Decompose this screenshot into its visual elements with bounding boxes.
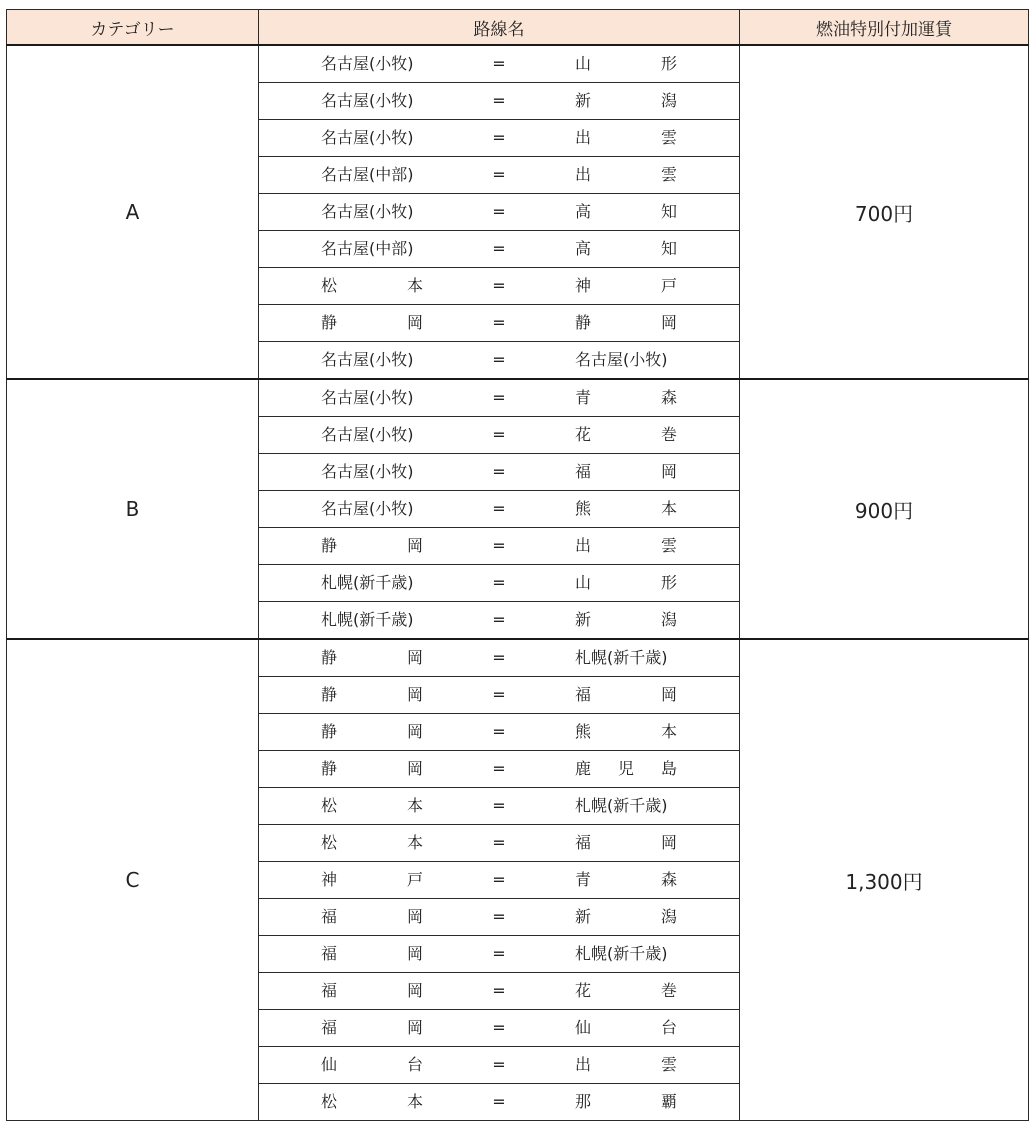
route-separator: = xyxy=(492,573,506,592)
route-origin: 神 戸 xyxy=(321,870,423,889)
route-origin: 仙 台 xyxy=(321,1055,423,1074)
route-origin: 松 本 xyxy=(321,276,423,295)
route-cell xyxy=(259,899,740,936)
route-origin: 札幌(新千歳) xyxy=(321,573,414,592)
route-separator: = xyxy=(492,276,506,295)
route-destination: 札幌(新千歳) xyxy=(575,796,668,815)
route-separator: = xyxy=(492,833,506,852)
route-separator: = xyxy=(492,944,506,963)
route-origin: 名古屋(小牧) xyxy=(321,499,414,518)
route-separator: = xyxy=(492,165,506,184)
route-separator: = xyxy=(492,1092,506,1111)
route-separator: = xyxy=(492,388,506,407)
route-destination: 青 森 xyxy=(575,388,677,407)
route-separator: = xyxy=(492,128,506,147)
route-origin: 名古屋(小牧) xyxy=(321,91,414,110)
route-destination: 高 知 xyxy=(575,202,677,221)
route-destination: 新 潟 xyxy=(575,91,677,110)
route-origin: 静 岡 xyxy=(321,648,423,667)
route-cell xyxy=(259,788,740,825)
route-separator: = xyxy=(492,202,506,221)
route-cell xyxy=(259,1047,740,1084)
route-separator: = xyxy=(492,759,506,778)
route-destination: 神 戸 xyxy=(575,276,677,295)
route-separator: = xyxy=(492,54,506,73)
route-separator: = xyxy=(492,462,506,481)
route-destination: 札幌(新千歳) xyxy=(575,944,668,963)
route-cell xyxy=(259,825,740,862)
route-cell xyxy=(259,677,740,714)
fare-table xyxy=(6,9,1029,1121)
route-origin: 名古屋(中部) xyxy=(321,165,414,184)
route-origin: 福 岡 xyxy=(321,1018,423,1037)
route-separator: = xyxy=(492,610,506,629)
header-row xyxy=(7,10,1029,46)
route-cell xyxy=(259,454,740,491)
route-separator: = xyxy=(492,648,506,667)
route-origin: 名古屋(小牧) xyxy=(321,425,414,444)
route-origin: 松 本 xyxy=(321,833,423,852)
route-cell xyxy=(259,714,740,751)
route-cell xyxy=(259,528,740,565)
route-destination: 花 巻 xyxy=(575,425,677,444)
fare-cell: 1,300円 xyxy=(740,639,1029,1121)
route-destination: 静 岡 xyxy=(575,313,677,332)
route-separator: = xyxy=(492,1055,506,1074)
route-cell xyxy=(259,45,740,83)
route-cell xyxy=(259,1010,740,1047)
fare-cell: 900円 xyxy=(740,379,1029,639)
route-cell xyxy=(259,83,740,120)
route-separator: = xyxy=(492,313,506,332)
route-origin: 名古屋(小牧) xyxy=(321,350,414,369)
route-cell xyxy=(259,342,740,380)
route-origin: 福 岡 xyxy=(321,981,423,1000)
route-origin: 名古屋(小牧) xyxy=(321,54,414,73)
header-fare: 燃油特別付加運賃 xyxy=(740,10,1029,46)
route-origin: 静 岡 xyxy=(321,722,423,741)
route-separator: = xyxy=(492,91,506,110)
route-origin: 静 岡 xyxy=(321,313,423,332)
route-cell xyxy=(259,379,740,417)
category-cell: B xyxy=(7,379,259,639)
route-separator: = xyxy=(492,239,506,258)
route-cell xyxy=(259,194,740,231)
route-destination: 福 岡 xyxy=(575,833,677,852)
route-origin: 名古屋(小牧) xyxy=(321,128,414,147)
table-row xyxy=(7,639,1029,677)
route-cell xyxy=(259,157,740,194)
table-row xyxy=(7,379,1029,417)
route-destination: 出 雲 xyxy=(575,1055,677,1074)
route-cell xyxy=(259,305,740,342)
route-destination: 名古屋(小牧) xyxy=(575,350,668,369)
header-route: 路線名 xyxy=(259,10,740,46)
route-separator: = xyxy=(492,796,506,815)
route-origin: 札幌(新千歳) xyxy=(321,610,414,629)
route-destination: 出 雲 xyxy=(575,536,677,555)
route-separator: = xyxy=(492,1018,506,1037)
route-separator: = xyxy=(492,722,506,741)
route-destination: 鹿 児 島 xyxy=(575,759,677,778)
fare-cell: 700円 xyxy=(740,45,1029,379)
route-cell xyxy=(259,417,740,454)
route-separator: = xyxy=(492,425,506,444)
route-destination: 福 岡 xyxy=(575,685,677,704)
table-header xyxy=(7,10,1029,46)
route-cell xyxy=(259,936,740,973)
category-cell: C xyxy=(7,639,259,1121)
route-cell xyxy=(259,231,740,268)
route-separator: = xyxy=(492,907,506,926)
route-origin: 名古屋(小牧) xyxy=(321,462,414,481)
route-destination: 札幌(新千歳) xyxy=(575,648,668,667)
route-origin: 福 岡 xyxy=(321,907,423,926)
route-origin: 松 本 xyxy=(321,796,423,815)
route-destination: 熊 本 xyxy=(575,499,677,518)
route-separator: = xyxy=(492,536,506,555)
route-separator: = xyxy=(492,870,506,889)
route-origin: 名古屋(小牧) xyxy=(321,388,414,407)
header-category: カテゴリー xyxy=(7,10,259,46)
route-cell xyxy=(259,751,740,788)
route-separator: = xyxy=(492,499,506,518)
route-cell xyxy=(259,973,740,1010)
route-destination: 花 巻 xyxy=(575,981,677,1000)
route-cell xyxy=(259,1084,740,1121)
route-origin: 名古屋(中部) xyxy=(321,239,414,258)
route-cell xyxy=(259,120,740,157)
route-cell xyxy=(259,862,740,899)
route-destination: 出 雲 xyxy=(575,128,677,147)
route-separator: = xyxy=(492,685,506,704)
route-destination: 新 潟 xyxy=(575,907,677,926)
route-destination: 福 岡 xyxy=(575,462,677,481)
table-row xyxy=(7,45,1029,83)
route-cell xyxy=(259,268,740,305)
route-destination: 青 森 xyxy=(575,870,677,889)
route-cell xyxy=(259,565,740,602)
route-origin: 松 本 xyxy=(321,1092,423,1111)
route-cell xyxy=(259,639,740,677)
route-origin: 名古屋(小牧) xyxy=(321,202,414,221)
route-separator: = xyxy=(492,350,506,369)
route-destination: 熊 本 xyxy=(575,722,677,741)
route-separator: = xyxy=(492,981,506,1000)
route-destination: 那 覇 xyxy=(575,1092,677,1111)
route-cell xyxy=(259,491,740,528)
route-destination: 出 雲 xyxy=(575,165,677,184)
route-origin: 静 岡 xyxy=(321,536,423,555)
route-destination: 新 潟 xyxy=(575,610,677,629)
route-cell xyxy=(259,602,740,640)
route-destination: 高 知 xyxy=(575,239,677,258)
category-cell: A xyxy=(7,45,259,379)
table-body xyxy=(7,45,1029,1121)
route-destination: 仙 台 xyxy=(575,1018,677,1037)
route-origin: 静 岡 xyxy=(321,685,423,704)
route-origin: 静 岡 xyxy=(321,759,423,778)
route-origin: 福 岡 xyxy=(321,944,423,963)
route-destination: 山 形 xyxy=(575,573,677,592)
route-destination: 山 形 xyxy=(575,54,677,73)
